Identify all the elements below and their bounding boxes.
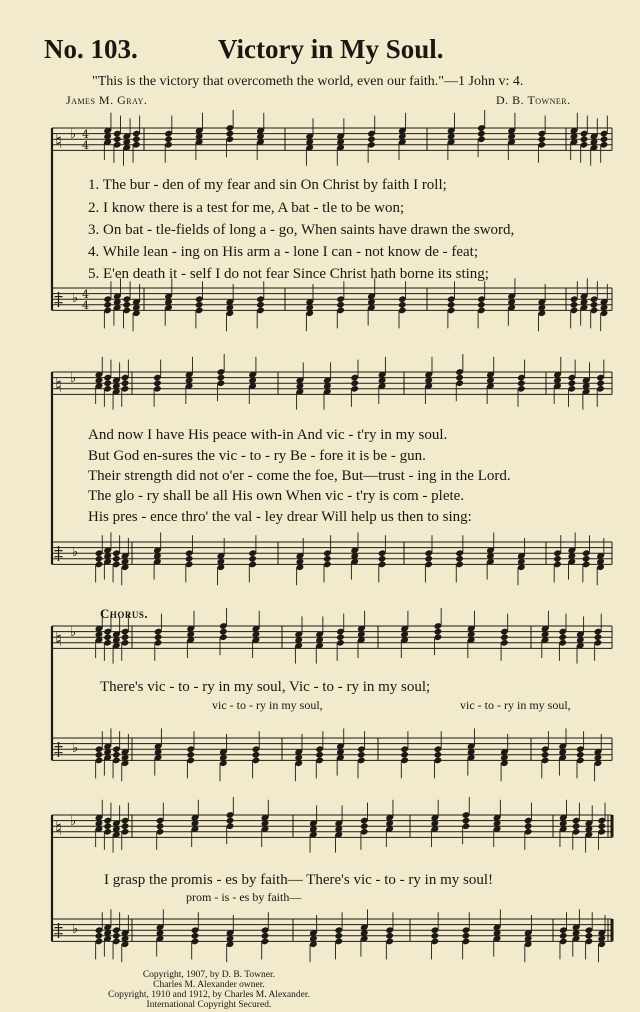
key-signature-flat-icon: ♭ — [70, 814, 77, 829]
notehead — [541, 751, 550, 759]
author-credit: James M. Gray. — [66, 93, 148, 107]
notehead — [103, 822, 112, 830]
chorus-lyric-line-1: There's vic - to - ry in my soul, Vic - to - ry in my soul; — [100, 679, 431, 695]
bass-clef-icon: ‡ — [54, 543, 63, 564]
notehead — [585, 932, 594, 940]
notehead — [252, 751, 261, 759]
time-signature: 4 — [82, 299, 89, 312]
notehead — [567, 379, 576, 387]
notehead — [462, 932, 471, 940]
notehead — [121, 822, 130, 830]
notehead — [537, 135, 546, 143]
verse-line: 5. E'en death it - self I do not fear Since Christ hath borne its sting; — [88, 266, 489, 282]
verse-line: His pres - ence thro' the val - ley drear Will help us then to sing: — [88, 509, 472, 525]
notehead — [570, 301, 579, 309]
notehead — [191, 932, 200, 940]
copyright-line: Copyright, 1907, by D. B. Towner. — [142, 970, 276, 980]
notehead — [517, 379, 526, 387]
notehead — [121, 379, 130, 387]
notehead — [195, 301, 204, 309]
notehead — [600, 135, 609, 143]
notehead — [360, 822, 369, 830]
notehead — [350, 379, 359, 387]
notehead — [336, 301, 345, 309]
notehead — [334, 932, 343, 940]
verse-line: 3. On bat - tle-fields of long a - go, When saints have drawn the sword, — [88, 222, 515, 238]
copyright-line: Copyright, 1910 and 1912, by Charles M. Alexander. — [108, 990, 310, 1000]
treble-clef-icon: ♮ — [55, 816, 63, 840]
notehead — [256, 301, 265, 309]
notehead — [156, 822, 165, 830]
notehead — [323, 555, 332, 563]
notehead — [559, 932, 568, 940]
notehead — [219, 628, 228, 636]
notehead — [185, 555, 194, 563]
notehead — [400, 751, 409, 759]
treble-clef-icon: ♮ — [55, 373, 63, 397]
key-signature-flat-icon: ♭ — [70, 127, 77, 142]
notehead — [378, 555, 387, 563]
verse-line: Their strength did not o'er - come the foe, But—trust - ing in the Lord. — [88, 468, 511, 484]
notehead — [572, 822, 581, 830]
notehead — [225, 130, 234, 138]
notehead — [103, 633, 112, 641]
time-signature: 4 — [82, 139, 89, 152]
bass-clef-icon: ‡ — [54, 289, 63, 310]
notehead — [558, 633, 567, 641]
notehead — [112, 932, 121, 940]
notehead — [121, 633, 130, 641]
notehead — [398, 301, 407, 309]
verse-line: 4. While lean - ing on His arm a - lone I can - not know de - feat; — [88, 244, 479, 260]
notehead — [500, 633, 509, 641]
key-signature-flat-icon: ♭ — [70, 371, 77, 386]
notehead — [576, 751, 585, 759]
verse-line: But God en-sures the vic - to - ry Be - fore it is be - gun. — [88, 448, 426, 464]
verse-line: 1. The bur - den of my fear and sin On Christ by faith I roll; — [88, 177, 447, 193]
notehead — [385, 932, 394, 940]
key-signature-flat-icon: ♭ — [72, 741, 79, 756]
copyright-notice — [108, 970, 310, 1010]
notehead — [248, 555, 257, 563]
notehead — [164, 135, 173, 143]
epigraph: "This is the victory that overcometh the world, even our faith."—1 John v: 4. — [92, 74, 524, 89]
notehead — [95, 555, 104, 563]
treble-clef-icon: ♮ — [55, 627, 63, 651]
notehead — [336, 633, 345, 641]
bass-clef-icon: ‡ — [54, 739, 63, 760]
notehead — [590, 301, 599, 309]
notehead — [154, 633, 163, 641]
time-signature: 4 — [82, 128, 89, 141]
notehead — [315, 751, 324, 759]
notehead — [112, 751, 121, 759]
notehead — [367, 135, 376, 143]
notehead — [524, 822, 533, 830]
verse-line: The glo - ry shall be all His own When vic - t'ry is com - plete. — [88, 488, 465, 504]
notehead — [103, 379, 112, 387]
chorus-bass-lyric-a: vic - to - ry in my soul, — [212, 698, 323, 712]
notehead — [477, 130, 486, 138]
notehead — [226, 817, 235, 825]
key-signature-flat-icon: ♭ — [72, 291, 79, 306]
notehead — [447, 301, 456, 309]
chorus-label: Chorus. — [100, 606, 149, 621]
notehead — [113, 135, 122, 143]
notehead — [455, 555, 464, 563]
bass-clef-icon: ‡ — [54, 920, 63, 941]
notehead — [462, 817, 471, 825]
notehead — [596, 379, 605, 387]
hymn-number: No. 103. — [44, 34, 138, 64]
notehead — [103, 301, 112, 309]
chorus-lyric-line-2: I grasp the promis - es by faith— There's vic - to - ry in my soul! — [104, 872, 494, 888]
notehead — [477, 301, 486, 309]
notehead — [122, 301, 131, 309]
notehead — [424, 555, 433, 563]
notehead — [594, 633, 603, 641]
notehead — [582, 555, 591, 563]
verse-line: 2. I know there is a test for me, A bat - tle to be won; — [88, 200, 405, 216]
time-signature: 4 — [82, 288, 89, 301]
notehead — [434, 628, 443, 636]
key-signature-flat-icon: ♭ — [72, 545, 79, 560]
notehead — [553, 555, 562, 563]
copyright-line: International Copyright Secured. — [146, 1000, 272, 1010]
notehead — [132, 135, 141, 143]
composer-credit: D. B. Towner. — [496, 93, 571, 107]
verse-line: And now I have His peace with-in And vic - t'ry in my soul. — [88, 427, 448, 443]
chorus-bass-lyric-b: vic - to - ry in my soul, — [460, 698, 571, 712]
notehead — [597, 822, 606, 830]
notehead — [357, 751, 366, 759]
notehead — [434, 751, 443, 759]
notehead — [431, 932, 440, 940]
chorus-bass-lyric-c: prom - is - es by faith— — [186, 890, 302, 904]
notehead — [261, 932, 270, 940]
notehead — [455, 374, 464, 382]
key-signature-flat-icon: ♭ — [72, 922, 79, 937]
copyright-line: Charles M. Alexander owner. — [153, 980, 265, 990]
notehead — [153, 379, 162, 387]
notehead — [112, 555, 121, 563]
hymn-title: Victory in My Soul. — [218, 34, 444, 64]
notehead — [95, 751, 104, 759]
notehead — [95, 932, 104, 940]
key-signature-flat-icon: ♭ — [70, 625, 77, 640]
notehead — [217, 374, 226, 382]
notehead — [580, 135, 589, 143]
notehead — [186, 751, 195, 759]
treble-clef-icon: ♮ — [55, 129, 63, 153]
